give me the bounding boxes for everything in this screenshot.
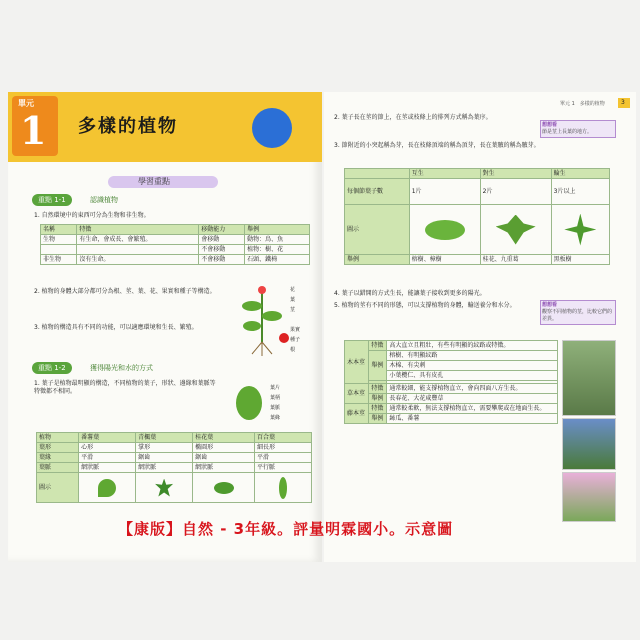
table-cell: 3片以上	[551, 179, 609, 205]
table-cell: 特徵	[369, 404, 387, 414]
table-header: 互生	[409, 169, 480, 179]
table-cell: 不會移動	[199, 255, 245, 265]
table-cell: 通常較柔軟，無法支撐植物直立，需要攀爬或在地面生長。	[387, 404, 558, 414]
table-header: 番薯葉	[79, 433, 136, 443]
table-cell: 舉例	[369, 414, 387, 424]
table-cell: 細長形	[254, 443, 311, 453]
leaf-part-blade: 葉片	[270, 385, 281, 391]
plant-label-fruit: 果實	[290, 327, 301, 333]
table-cell: 網狀脈	[193, 463, 255, 473]
table-header: 桂花葉	[193, 433, 255, 443]
tip-note-1	[540, 120, 616, 138]
table-header: 百合葉	[254, 433, 311, 443]
table-cell: 葉脈	[37, 463, 79, 473]
table-header	[345, 169, 410, 179]
tip-note-2-title: 想想看	[542, 302, 558, 308]
tip-note-1-title: 想想看	[542, 122, 558, 128]
table-header: 青楓葉	[136, 433, 193, 443]
leaf-arrangement-table	[344, 168, 610, 265]
table-header: 移動能力	[199, 225, 245, 235]
table-cell: 石頭、鐵椅	[245, 255, 310, 265]
table-cell: 舉例	[369, 394, 387, 404]
table-cell: 平行脈	[254, 463, 311, 473]
table-header: 舉例	[245, 225, 310, 235]
table-cell: 掌形	[136, 443, 193, 453]
plant-label-seed: 種子	[290, 337, 301, 343]
sweet-potato-leaf-icon	[79, 473, 136, 503]
table-cell: 絲瓜、番薯	[387, 414, 558, 424]
plant-label-flower: 花	[290, 287, 296, 293]
living-things-table	[40, 224, 310, 265]
globe-mascot-icon	[252, 108, 292, 148]
table-cell: 網狀脈	[79, 463, 136, 473]
vine-photo	[562, 472, 616, 522]
table-header: 草本莖	[345, 384, 369, 404]
plant-label-leaf: 葉	[290, 297, 296, 303]
table-cell: 2片	[480, 179, 551, 205]
table-cell: 葉緣	[37, 453, 79, 463]
paragraph-leaf-sunlight: 4. 葉子以錯開的方式生長，能讓葉子接收到更多的陽光。	[334, 290, 486, 297]
table-cell: 圖示	[37, 473, 79, 503]
table-cell: 舉例	[345, 255, 410, 265]
table-cell: 榕樹、有明顯紋路	[387, 351, 558, 361]
leaf-part-petiole: 葉柄	[270, 395, 281, 401]
point2-title: 獲得陽光和水的方式	[90, 364, 153, 372]
section-banner-text: 學習重點	[138, 177, 170, 186]
opposite-leaves-icon	[480, 205, 551, 255]
point2-label: 重點 1-2	[32, 362, 72, 374]
plant-label-root: 根	[290, 347, 296, 353]
table-cell: 葉形	[37, 443, 79, 453]
table-cell: 小葉欖仁、具有皮孔	[387, 371, 558, 381]
paragraph-leaves: 1. 葉子是植物最明顯的構造，不同植物的葉子，形狀、邊緣和葉脈等特徵都不相同。	[34, 380, 216, 395]
table-cell: 會移動	[199, 235, 245, 245]
leaf-part-vein: 葉脈	[270, 405, 281, 411]
table-cell: 每個節葉子數	[345, 179, 410, 205]
table-cell	[41, 245, 77, 255]
table-cell: 圖示	[345, 205, 410, 255]
table-header: 木本莖	[345, 341, 369, 384]
table-cell: 鋸齒	[193, 453, 255, 463]
table-header: 特徵	[77, 225, 199, 235]
table-header: 藤本莖	[345, 404, 369, 424]
stem-types-table	[344, 340, 558, 424]
paragraph-plant-parts: 2. 植物的身體大部分都可分為根、莖、葉、花、果實和種子等構造。	[34, 288, 216, 295]
table-cell: 有生命，會成長、會繁殖。	[77, 235, 199, 245]
table-cell: 通常較細，能支撐植物直立，會向四面八方生長。	[387, 384, 558, 394]
leaf-diagram-icon	[236, 386, 262, 420]
table-header: 輪生	[551, 169, 609, 179]
table-cell: 橢圓形	[193, 443, 255, 453]
table-cell: 1片	[409, 179, 480, 205]
table-cell: 沒有生命。	[77, 255, 199, 265]
unit-number: 1	[20, 108, 47, 153]
table-cell: 舉例	[369, 351, 387, 381]
table-cell: 特徵	[369, 384, 387, 394]
paragraph-buds: 3. 節附近的小突起稱為芽，長在枝條頂端的稱為頂芽，長在葉腋的稱為腋芽。	[334, 142, 540, 149]
osmanthus-leaf-icon	[193, 473, 255, 503]
paragraph-plant-functions: 3. 植物的構造具有不同的功能，可以適應環境和生長、繁殖。	[34, 324, 198, 331]
table-header: 植物	[37, 433, 79, 443]
table-cell: 不會移動	[199, 245, 245, 255]
leaf-comparison-table	[36, 432, 312, 503]
tip-note-2	[540, 300, 616, 325]
tree-photo	[562, 340, 616, 416]
unit-label: 單元	[18, 99, 34, 108]
table-cell	[77, 245, 199, 255]
plant-label-stem: 莖	[290, 307, 296, 313]
page-number: 3	[621, 99, 625, 106]
whorled-leaves-icon	[551, 205, 609, 255]
running-title: 單元 1 多樣的植物	[560, 101, 605, 107]
paragraph-living-things: 1. 自然環境中的東西可分為生物和非生物。	[34, 212, 150, 219]
tip-note-2-text: 觀察不同植物的莖，比較它們的差異。	[542, 309, 613, 322]
table-cell: 植物：樹、花	[245, 245, 310, 255]
table-cell: 動物：鳥、魚	[245, 235, 310, 245]
plant-diagram	[232, 282, 310, 356]
table-header: 名稱	[41, 225, 77, 235]
table-cell: 心形	[79, 443, 136, 453]
table-cell: 平滑	[254, 453, 311, 463]
paragraph-stems: 5. 植物的莖有不同的形態，可以支撐植物的身體，輸送養分和水分。	[334, 302, 516, 309]
table-cell: 木棉、有尖刺	[387, 361, 558, 371]
table-cell: 桂花、九重葛	[480, 255, 551, 265]
table-cell: 黑板樹	[551, 255, 609, 265]
table-cell: 榕樹、樟樹	[409, 255, 480, 265]
watermark-caption: 【康版】自然 - 3年級。評量明霖國小。示意圖	[118, 520, 454, 538]
table-cell: 網狀脈	[136, 463, 193, 473]
alternate-leaves-icon	[409, 205, 480, 255]
point1-label: 重點 1-1	[32, 194, 72, 206]
flower-photo	[562, 418, 616, 470]
leaf-part-margin: 葉緣	[270, 415, 281, 421]
table-cell: 非生物	[41, 255, 77, 265]
paragraph-leaf-arrangement: 2. 葉子長在莖的節上，在莖或枝條上的排列方式稱為葉序。	[334, 114, 492, 121]
table-cell: 長春花、大花咸豐草	[387, 394, 558, 404]
unit-title: 多樣的植物	[78, 116, 178, 137]
table-header: 對生	[480, 169, 551, 179]
point1-title: 認識植物	[90, 196, 118, 204]
tip-note-1-text: 節是莖上長葉的地方。	[542, 129, 593, 135]
table-cell: 平滑	[79, 453, 136, 463]
maple-leaf-icon	[136, 473, 193, 503]
table-cell: 鋸齒	[136, 453, 193, 463]
table-cell: 特徵	[369, 341, 387, 351]
table-cell: 生物	[41, 235, 77, 245]
lily-leaf-icon	[254, 473, 311, 503]
table-cell: 高大直立且粗壯，有些有明顯的紋路或特徵。	[387, 341, 558, 351]
